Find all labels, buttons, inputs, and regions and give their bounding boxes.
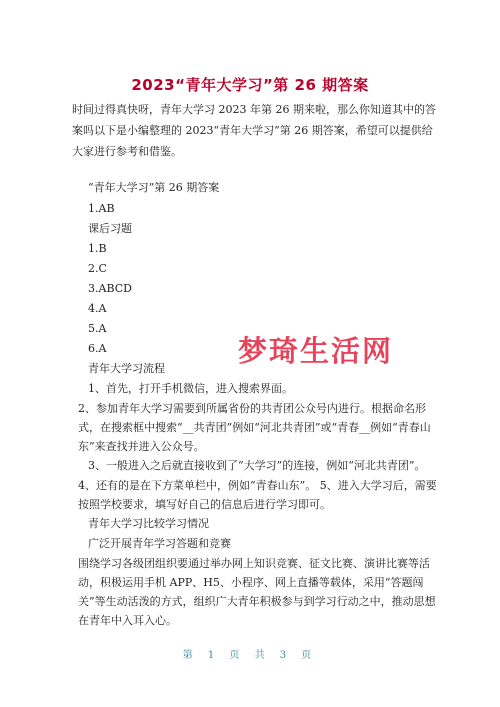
exercise-line: 2.C	[88, 262, 107, 275]
watermark-text: 梦琦生活网	[238, 334, 394, 368]
exercise-line: 5.A	[88, 322, 107, 335]
contest-paragraph: 围绕学习各级团组织要通过举办网上知识竞赛、征文比赛、演讲比赛等活动，积极运用手机 APP、H5、小程序、网上直播等载体，采用“答题闯关”等生动活泼的方式，组织广大青年积极参与到学习行动之中，推动思想在青年中入耳入心。	[78, 557, 436, 627]
exercise-line: 6.A	[88, 342, 107, 355]
step-line: 4、还有的是在下方菜单栏中，例如“青春山东”。 5、进入大学习后，需要按照学校要求，填写好自己的信息后进行学习即可。	[78, 479, 437, 511]
step-line: 3、一般进入之后就直接收到了“大学习”的连接，例如“河北共青团”。	[88, 459, 426, 472]
exercise-line: 1.B	[88, 242, 107, 255]
after-class-heading: 课后习题	[88, 222, 132, 235]
contest-heading: 广泛开展青年学习答题和竞赛	[88, 537, 231, 550]
exercise-line: 4.A	[88, 302, 107, 315]
process-heading: 青年大学习流程	[88, 362, 165, 375]
exercise-line: 3.ABCD	[88, 282, 132, 295]
answer-line: 1.AB	[88, 202, 115, 215]
step-line: 2、参加青年大学习需要到所属省份的共青团公众号内进行。根据命名形式，在搜索框中搜索“__共青团”例如“河北共青团”或“青春__例如“青春山东”来查找并进入公众号。	[78, 402, 431, 453]
page-title: 2023“青年大学习”第 26 期答案	[131, 76, 369, 94]
answers-heading: “青年大学习”第 26 期答案	[88, 181, 220, 194]
comparison-heading: 青年大学习比较学习情况	[88, 517, 209, 530]
page-footer: 第 1 页 共 3 页	[182, 650, 318, 661]
step-line: 1、首先，打开手机微信，进入搜索界面。	[88, 382, 293, 395]
intro-paragraph: 时间过得真快呀，青年大学习 2023 年第 26 期来啦，那么你知道其中的答案吗以下是小编整理的 2023“青年大学习”第 26 期答案，希望可以提供给大家进行参考和借鉴。	[72, 103, 436, 158]
